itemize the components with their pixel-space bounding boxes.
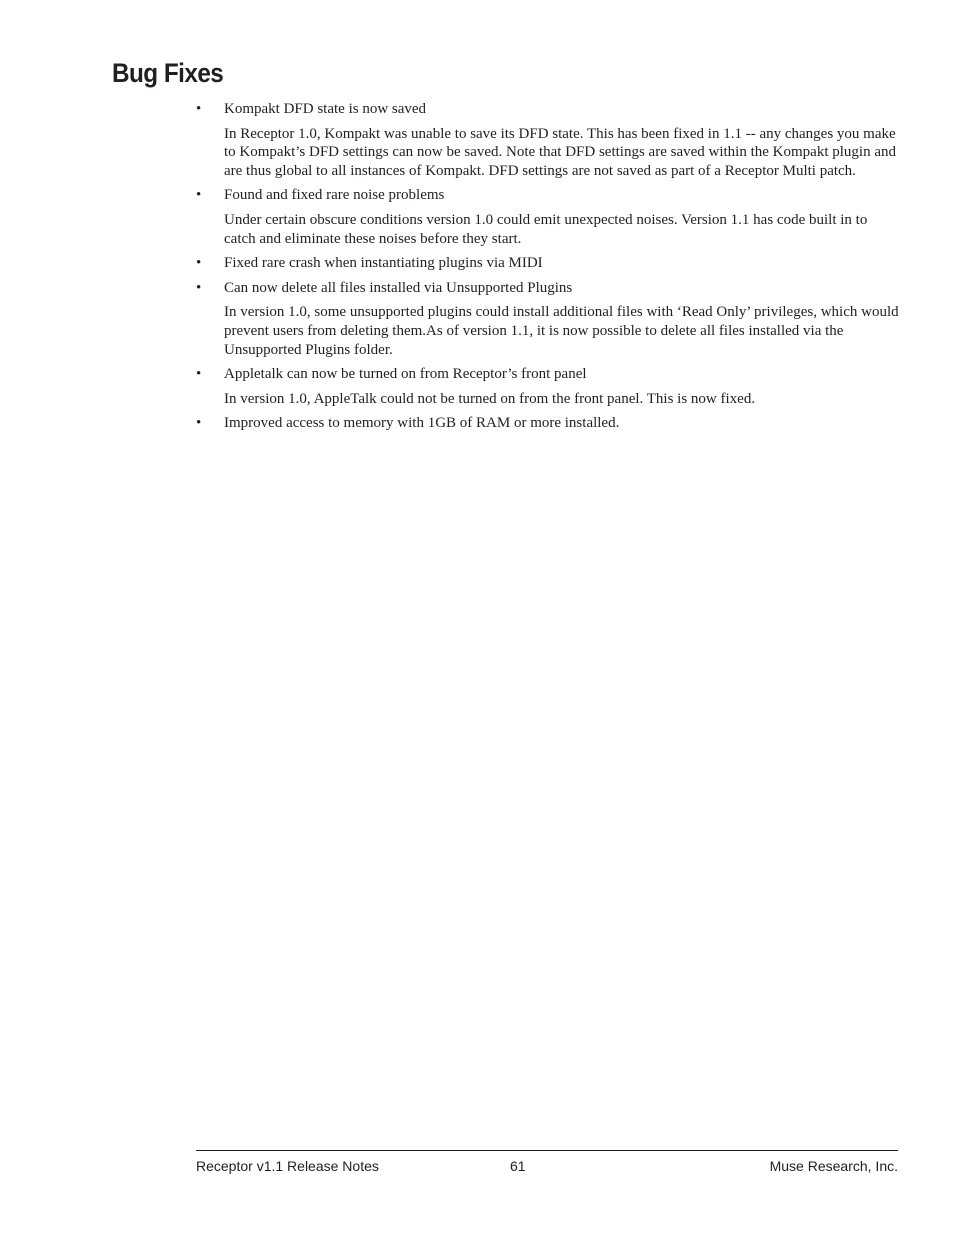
bullet-line [196, 186, 900, 205]
item-title: Found and fixed rare noise problems [224, 187, 445, 204]
bullet-line [196, 279, 900, 298]
bullet-icon: • [196, 415, 202, 432]
list-item [196, 414, 900, 433]
item-title: Improved access to memory with 1GB of RAM or more installed. [224, 415, 620, 432]
list-item [196, 254, 900, 273]
item-description: In version 1.0, AppleTalk could not be turned on from the front panel. This is now fixed. [224, 390, 756, 407]
bullet-line [196, 254, 900, 273]
item-title: Kompakt DFD state is now saved [224, 101, 427, 117]
bullet-icon: • [196, 366, 202, 383]
item-title: Can now delete all files installed via Unsupported Plugins [224, 279, 573, 296]
list-item [196, 100, 900, 180]
page-number: 61 [510, 1158, 526, 1174]
bullet-icon: • [196, 101, 202, 117]
bullet-line [196, 414, 900, 433]
item-title: Fixed rare crash when instantiating plugins via MIDI [224, 255, 543, 272]
bullet-icon: • [196, 279, 202, 296]
page-footer [196, 1157, 898, 1175]
item-description: In Receptor 1.0, Kompakt was unable to save its DFD state. This has been fixed in 1.1 -- any changes you make to Kompakt’s DFD settings can now be saved. Note that DFD settings are saved within the Kompakt plugin and are thus global to all instances of Kompakt. DFD settings are not saved as part of a Receptor Multi patch. [224, 125, 896, 179]
item-description: In version 1.0, some unsupported plugins could install additional files with ‘Read Only’ privileges, which would prevent users from deleting them.As of version 1.1, it is now possible to delete all files installed via the Unsupported Plugins folder. [224, 304, 899, 358]
footer-company-name: Muse Research, Inc. [769, 1158, 898, 1174]
footer-divider [196, 1150, 898, 1151]
page-title: Bug Fixes [112, 58, 224, 88]
bug-fix-list [196, 100, 900, 439]
bullet-line [196, 100, 900, 119]
list-item [196, 186, 900, 248]
list-item [196, 365, 900, 408]
footer-document-title: Receptor v1.1 Release Notes [196, 1158, 379, 1174]
list-item [196, 279, 900, 359]
item-title: Appletalk can now be turned on from Receptor’s front panel [224, 366, 587, 383]
bullet-line [196, 365, 900, 384]
bullet-icon: • [196, 255, 202, 272]
item-description: Under certain obscure conditions version 1.0 could emit unexpected noises. Version 1.1 has code built in to catch and eliminate these noises before they start. [224, 211, 868, 247]
bullet-icon: • [196, 187, 202, 204]
